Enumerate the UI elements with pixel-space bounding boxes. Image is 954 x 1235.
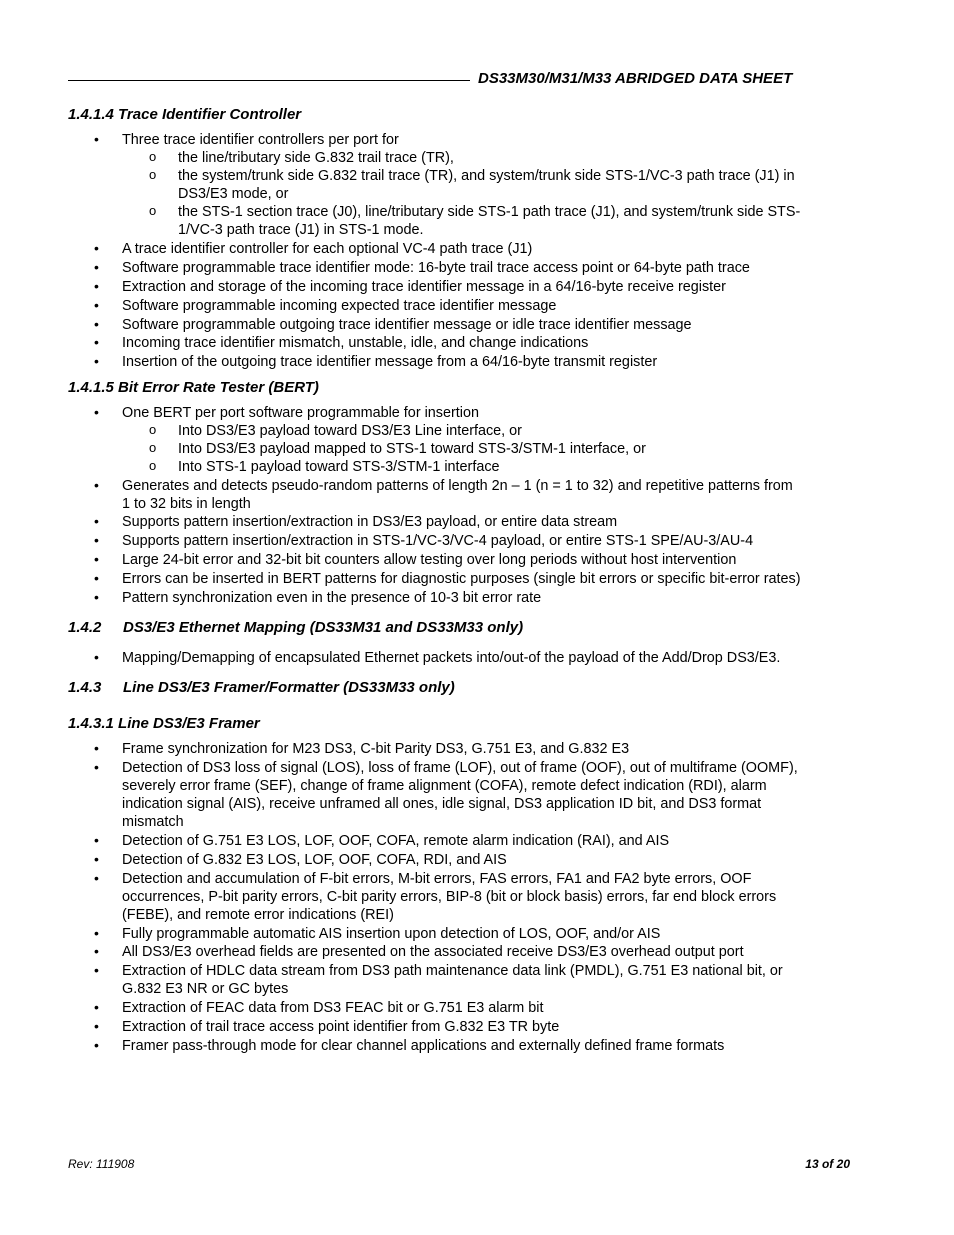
list-item: Detection of G.832 E3 LOS, LOF, OOF, COFA, RDI, and AIS bbox=[122, 852, 507, 868]
list-item: Mapping/Demapping of encapsulated Ethernet packets into/out-of the payload of the Add/Drop DS3/E3. bbox=[122, 650, 781, 666]
section-heading: 1.4.3.1 Line DS3/E3 Framer bbox=[68, 715, 260, 732]
sub-bullet: o bbox=[149, 149, 157, 164]
list-item: Supports pattern insertion/extraction in STS-1/VC-3/VC-4 payload, or entire STS-1 SPE/AU-3/AU-4 bbox=[122, 533, 754, 549]
list-item-continued: G.832 E3 NR or GC bytes bbox=[122, 981, 289, 997]
bullet: • bbox=[94, 131, 99, 147]
list-item: Software programmable incoming expected trace identifier message bbox=[122, 298, 557, 314]
bullet: • bbox=[94, 759, 99, 775]
list-item: All DS3/E3 overhead fields are presented on the associated receive DS3/E3 overhead output port bbox=[122, 944, 744, 960]
list-item: Software programmable trace identifier mode: 16-byte trail trace access point or 64-byte path trace bbox=[122, 260, 750, 276]
list-item: Software programmable outgoing trace identifier message or idle trace identifier message bbox=[122, 317, 692, 333]
sub-list-item-continued: DS3/E3 mode, or bbox=[178, 186, 289, 202]
bullet: • bbox=[94, 851, 99, 867]
section-heading: DS3/E3 Ethernet Mapping (DS33M31 and DS33M33 only) bbox=[123, 619, 524, 636]
bullet: • bbox=[94, 962, 99, 978]
list-item: Extraction and storage of the incoming trace identifier message in a 64/16-byte receive register bbox=[122, 279, 726, 295]
bullet: • bbox=[94, 1018, 99, 1034]
list-item: Pattern synchronization even in the presence of 10-3 bit error rate bbox=[122, 590, 542, 606]
bullet: • bbox=[94, 477, 99, 493]
sub-list-item: Into DS3/E3 payload mapped to STS-1 toward STS-3/STM-1 interface, or bbox=[178, 441, 646, 457]
bullet: • bbox=[94, 334, 99, 350]
list-item: Fully programmable automatic AIS insertion upon detection of LOS, OOF, and/or AIS bbox=[122, 926, 661, 942]
list-item: Incoming trace identifier mismatch, unstable, idle, and change indications bbox=[122, 335, 589, 351]
bullet: • bbox=[94, 870, 99, 886]
sub-bullet: o bbox=[149, 440, 157, 455]
list-item: Frame synchronization for M23 DS3, C-bit Parity DS3, G.751 E3, and G.832 E3 bbox=[122, 741, 630, 757]
sub-list-item-continued: 1/VC-3 path trace (J1) in STS-1 mode. bbox=[178, 222, 424, 238]
sub-list-item: the line/tributary side G.832 trail trace (TR), bbox=[178, 150, 454, 166]
list-item: Three trace identifier controllers per port for bbox=[122, 132, 399, 148]
list-item: Large 24-bit error and 32-bit bit counters allow testing over long periods without host intervention bbox=[122, 552, 737, 568]
list-item: Detection of G.751 E3 LOS, LOF, OOF, COFA, remote alarm indication (RAI), and AIS bbox=[122, 833, 670, 849]
list-item: A trace identifier controller for each optional VC-4 path trace (J1) bbox=[122, 241, 533, 257]
bullet: • bbox=[94, 999, 99, 1015]
bullet: • bbox=[94, 649, 99, 665]
list-item: Supports pattern insertion/extraction in DS3/E3 payload, or entire data stream bbox=[122, 514, 618, 530]
bullet: • bbox=[94, 925, 99, 941]
section-heading: Line DS3/E3 Framer/Formatter (DS33M33 only) bbox=[123, 679, 455, 696]
list-item: Extraction of FEAC data from DS3 FEAC bit or G.751 E3 alarm bit bbox=[122, 1000, 544, 1016]
list-item: Errors can be inserted in BERT patterns for diagnostic purposes (single bit errors or specific bit-error rates) bbox=[122, 571, 801, 587]
list-item-continued: 1 to 32 bits in length bbox=[122, 496, 251, 512]
bullet: • bbox=[94, 513, 99, 529]
sub-list-item: the system/trunk side G.832 trail trace (TR), and system/trunk side STS-1/VC-3 path trace (J1) in bbox=[178, 168, 795, 184]
bullet: • bbox=[94, 240, 99, 256]
bullet: • bbox=[94, 404, 99, 420]
page-number: 13 of 20 bbox=[805, 1157, 850, 1171]
section-heading-number: 1.4.2 bbox=[68, 619, 102, 636]
bullet: • bbox=[94, 832, 99, 848]
list-item-continued: mismatch bbox=[122, 814, 184, 830]
sub-list-item: Into STS-1 payload toward STS-3/STM-1 interface bbox=[178, 459, 500, 475]
bullet: • bbox=[94, 532, 99, 548]
list-item-continued: (FEBE), and remote error indications (REI) bbox=[122, 907, 394, 923]
bullet: • bbox=[94, 278, 99, 294]
revision-label: Rev: 111908 bbox=[68, 1157, 135, 1171]
sub-bullet: o bbox=[149, 167, 157, 182]
bullet: • bbox=[94, 316, 99, 332]
section-heading: 1.4.1.4 Trace Identifier Controller bbox=[68, 106, 302, 123]
bullet: • bbox=[94, 589, 99, 605]
list-item: Framer pass-through mode for clear channel applications and externally defined frame formats bbox=[122, 1038, 725, 1054]
sub-bullet: o bbox=[149, 203, 157, 218]
sub-list-item: Into DS3/E3 payload toward DS3/E3 Line interface, or bbox=[178, 423, 522, 439]
sub-bullet: o bbox=[149, 422, 157, 437]
sub-bullet: o bbox=[149, 458, 157, 473]
bullet: • bbox=[94, 943, 99, 959]
list-item: Insertion of the outgoing trace identifier message from a 64/16-byte transmit register bbox=[122, 354, 658, 370]
bullet: • bbox=[94, 1037, 99, 1053]
bullet: • bbox=[94, 259, 99, 275]
section-heading-number: 1.4.3 bbox=[68, 679, 102, 696]
list-item: Detection of DS3 loss of signal (LOS), loss of frame (LOF), out of frame (OOF), out of multiframe (OOMF), bbox=[122, 760, 798, 776]
list-item-continued: occurrences, P-bit parity errors, C-bit parity errors, BIP-8 (bit or block basis) errors, far end block errors bbox=[122, 889, 777, 905]
sub-list-item: the STS-1 section trace (J0), line/tributary side STS-1 path trace (J1), and system/trunk side STS- bbox=[178, 204, 801, 220]
list-item: Generates and detects pseudo-random patterns of length 2n – 1 (n = 1 to 32) and repetitive patterns from bbox=[122, 478, 793, 494]
section-heading: 1.4.1.5 Bit Error Rate Tester (BERT) bbox=[68, 379, 319, 396]
bullet: • bbox=[94, 551, 99, 567]
list-item: Detection and accumulation of F-bit errors, M-bit errors, FAS errors, FA1 and FA2 byte errors, OOF bbox=[122, 871, 752, 887]
header-rule bbox=[68, 80, 470, 81]
list-item: Extraction of HDLC data stream from DS3 path maintenance data link (PMDL), G.751 E3 national bit, or bbox=[122, 963, 783, 979]
list-item-continued: severely error frame (SEF), change of frame alignment (COFA), remote defect indication (RDI), alarm bbox=[122, 778, 767, 794]
bullet: • bbox=[94, 353, 99, 369]
list-item: One BERT per port software programmable for insertion bbox=[122, 405, 479, 421]
bullet: • bbox=[94, 740, 99, 756]
document-title: DS33M30/M31/M33 ABRIDGED DATA SHEET bbox=[478, 70, 793, 87]
list-item-continued: indication signal (AIS), receive unframed all ones, idle signal, DS3 application ID bit, and DS3 format bbox=[122, 796, 762, 812]
bullet: • bbox=[94, 570, 99, 586]
list-item: Extraction of trail trace access point identifier from G.832 E3 TR byte bbox=[122, 1019, 560, 1035]
bullet: • bbox=[94, 297, 99, 313]
